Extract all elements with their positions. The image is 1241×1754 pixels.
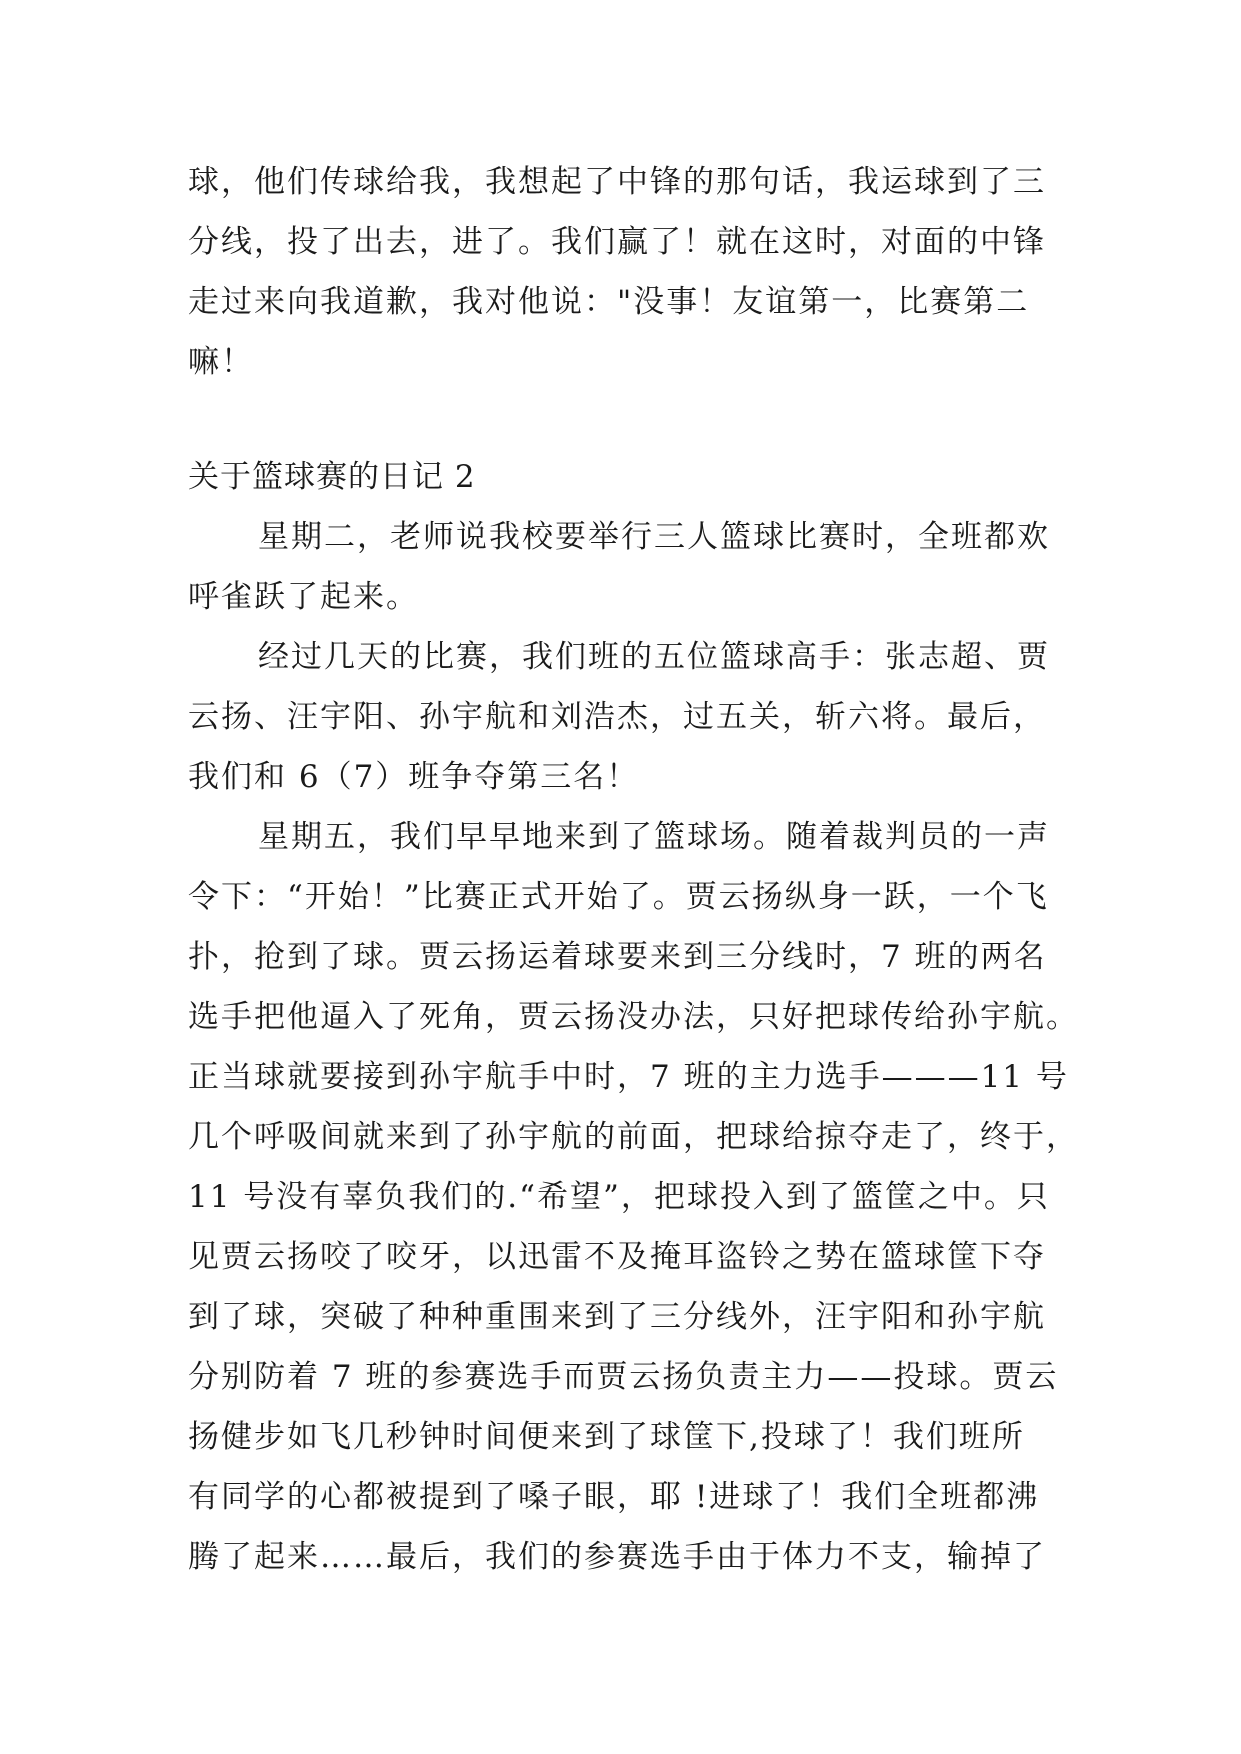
text-line: 星期五，我们早早地来到了篮球场。随着裁判员的一声 — [258, 819, 1050, 855]
text-line: 嘛！ — [188, 344, 254, 380]
text-line: 正当球就要接到孙宇航手中时，7 班的主力选手———11 号 — [188, 1059, 1069, 1095]
text-line: 经过几天的比赛，我们班的五位篮球高手：张志超、贾 — [258, 639, 1050, 675]
continued-paragraph — [188, 152, 1068, 392]
text-line: 有同学的心都被提到了嗓子眼，耶 !进球了！我们全班都沸 — [188, 1479, 1040, 1515]
text-line: 扑，抢到了球。贾云扬运着球要来到三分线时，7 班的两名 — [188, 939, 1047, 975]
text-line: 几个呼吸间就来到了孙宇航的前面，把球给掠夺走了，终于， — [188, 1119, 1079, 1155]
text-line: 腾了起来……最后，我们的参赛选手由于体力不支，输掉了 — [188, 1539, 1046, 1575]
text-line: 星期二，老师说我校要举行三人篮球比赛时，全班都欢 — [258, 519, 1050, 555]
text-line: 到了球，突破了种种重围来到了三分线外，汪宇阳和孙宇航 — [188, 1299, 1046, 1335]
text-line: 呼雀跃了起来。 — [188, 579, 419, 615]
text-line: 11 号没有辜负我们的.“希望”，把球投入到了篮筐之中。只 — [188, 1179, 1050, 1215]
text-line: 球，他们传球给我，我想起了中锋的那句话，我运球到了三 — [188, 164, 1046, 200]
text-line: 我们和 6（7）班争夺第三名！ — [188, 759, 640, 795]
text-line: 选手把他逼入了死角，贾云扬没办法，只好把球传给孙宇航。 — [188, 999, 1079, 1035]
diary-body — [188, 507, 1079, 1587]
text-line: 令下：“开始！”比赛正式开始了。贾云扬纵身一跃，一个飞 — [188, 879, 1049, 915]
text-line: 云扬、汪宇阳、孙宇航和刘浩杰，过五关，斩六将。最后， — [188, 699, 1046, 735]
text-line: 走过来向我道歉，我对他说："没事！友谊第一，比赛第二 — [188, 284, 1030, 320]
text-line: 见贾云扬咬了咬牙，以迅雷不及掩耳盗铃之势在篮球筐下夺 — [188, 1239, 1046, 1275]
text-line: 分线，投了出去，进了。我们赢了！就在这时，对面的中锋 — [188, 224, 1046, 260]
text-line: 分别防着 7 班的参赛选手而贾云扬负责主力——投球。贾云 — [188, 1359, 1059, 1395]
text-line: 扬健步如飞几秒钟时间便来到了球筐下,投球了！我们班所 — [188, 1419, 1025, 1455]
section-title: 关于篮球赛的日记 2 — [188, 459, 476, 495]
